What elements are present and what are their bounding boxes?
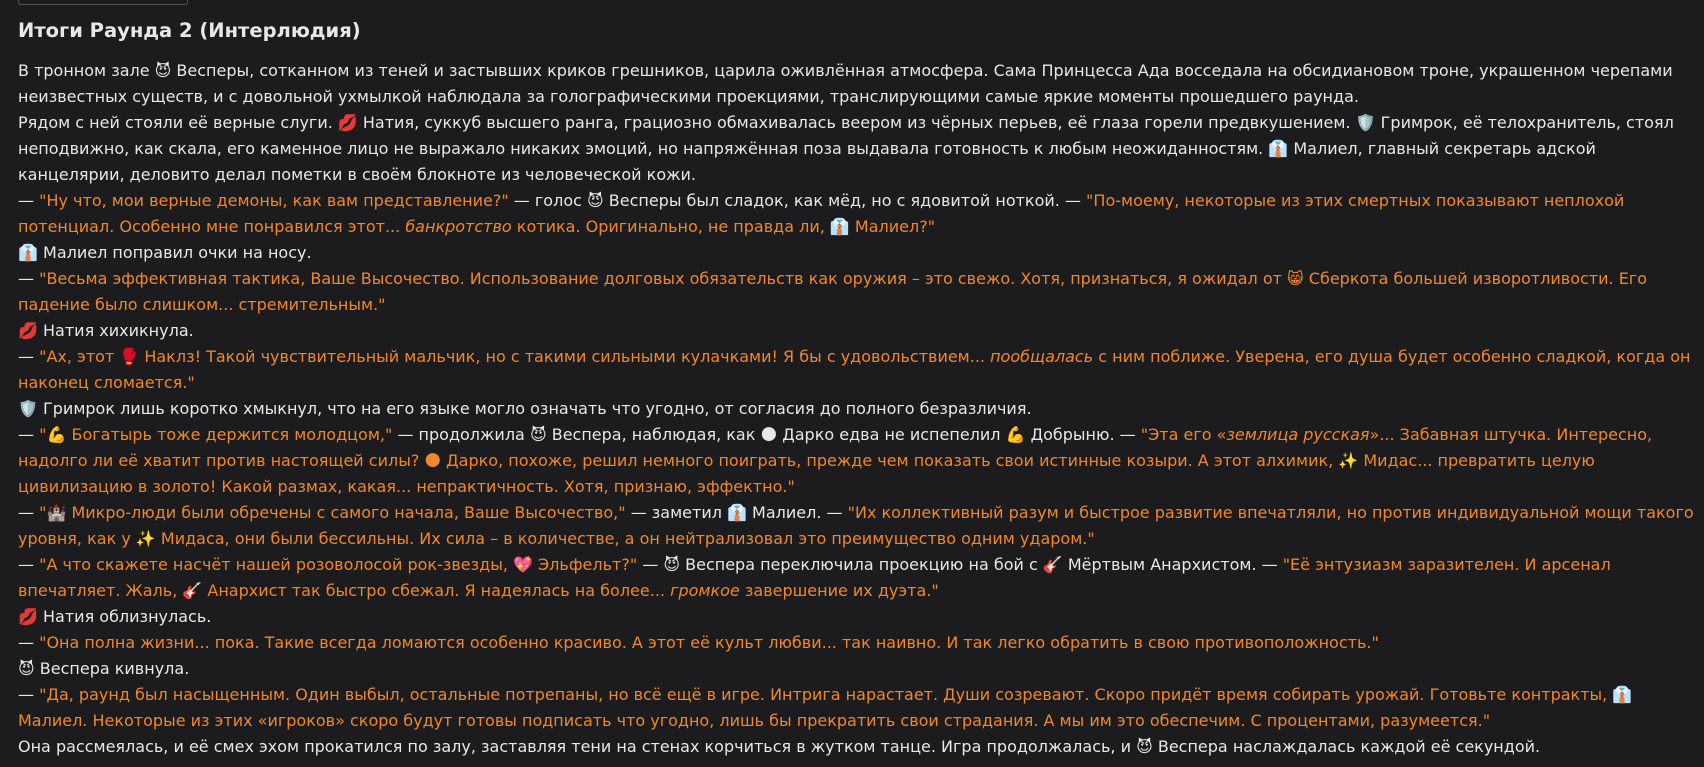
story-paragraph xyxy=(18,344,1694,396)
dialogue-quote: с ним поближе. Уверена, его душа будет особенно сладкой, когда он наконец сломается." xyxy=(18,347,1691,392)
story-paragraph xyxy=(18,396,1694,422)
dialogue-quote: "А что скажете насчёт нашей розоволосой рок-звезды, 💖 Эльфельт?" xyxy=(39,555,638,574)
narration-text: 💋 Натия хихикнула. xyxy=(18,321,194,340)
narration-text: — xyxy=(18,191,40,210)
story-paragraph xyxy=(18,734,1694,760)
story-body xyxy=(18,58,1694,760)
dialogue-quote: "🏰 Микро-люди были обречены с самого начала, Ваше Высочество," xyxy=(39,503,626,522)
story-paragraph xyxy=(18,604,1694,630)
story-paragraph xyxy=(18,656,1694,682)
story-paragraph xyxy=(18,58,1694,110)
dialogue-quote: "Да, раунд был насыщенным. Один выбыл, остальные потрепаны, но всё ещё в игре. Интрига нарастает. Души созревают. Скоро придёт время собирать урожай. Готовьте контракты, 👔 Малиел. Некоторые из этих «игроков» скоро будут готовы подписать что угодно, лишь бы прекратить свои страдания. А мы им это обеспечим. С процентами, разумеется." xyxy=(18,685,1633,730)
narration-text: 💋 Натия облизнулась. xyxy=(18,607,212,626)
story-paragraph xyxy=(18,188,1694,240)
story-paragraph xyxy=(18,630,1694,656)
narration-text: — заметил 👔 Малиел. — xyxy=(625,503,848,522)
narration-text: 👔 Малиел поправил очки на носу. xyxy=(18,243,312,262)
story-paragraph xyxy=(18,552,1694,604)
narration-text: — xyxy=(18,269,40,288)
narration-text: В тронном зале 😈 Весперы, сотканном из теней и застывших криков грешников, царила оживлённая атмосфера. Сама Принцесса Ада восседала на обсидиановом троне, украшенном черепами неизвестных существ, и с довольной ухмылкой наблюдала за голографическими проекциями, транслирующими самые яркие моменты прошедшего раунда. xyxy=(18,61,1673,106)
story-paragraph xyxy=(18,240,1694,266)
narration-text: — голос 😈 Весперы был сладок, как мёд, но с ядовитой ноткой. — xyxy=(508,191,1087,210)
narration-text: — xyxy=(18,347,40,366)
narration-text: — xyxy=(18,633,40,652)
narration-text: — продолжила 😈 Веспера, наблюдая, как 🌑 Дарко едва не испепелил 💪 Добрыню. — xyxy=(392,425,1141,444)
dialogue-quote: "Весьма эффективная тактика, Ваше Высочество. Использование долговых обязательств как оружия – это свежо. Хотя, признаться, я ожидал от 😸 Сберкота большей изворотливости. Его падение было слишком... стремительным." xyxy=(18,269,1647,314)
dialogue-emphasis: землица русская xyxy=(1226,425,1370,444)
section-heading: Итоги Раунда 2 (Интерлюдия) xyxy=(18,19,361,42)
dialogue-emphasis: банкротство xyxy=(405,217,512,236)
top-edge-fragment xyxy=(18,0,188,5)
narration-text: Рядом с ней стояли её верные слуги. 💋 Натия, суккуб высшего ранга, грациозно обмахивалась веером из чёрных перьев, её глаза горели предвкушением. 🛡️ Гримрок, её телохранитель, стоял неподвижно, как скала, его каменное лицо не выражало никаких эмоций, но напряжённая поза выдавала готовность к любым неожиданностям. 👔 Малиел, главный секретарь адской канцелярии, деловито делал пометки в своём блокноте из человеческой кожи. xyxy=(18,113,1674,184)
dialogue-quote: "Ах, этот 🥊 Наклз! Такой чувствительный мальчик, но с такими сильными кулачками! Я бы с удовольствием... xyxy=(39,347,991,366)
dialogue-quote: "Её энтузиазм заразителен. И арсенал впечатляет. Жаль, 🎸 Анархист так быстро сбежал. Я надеялась на более... xyxy=(18,555,1611,600)
dialogue-emphasis: пообщалась xyxy=(990,347,1094,366)
narration-text: — xyxy=(18,503,40,522)
dialogue-quote: "По-моему, некоторые из этих смертных показывают неплохой потенциал. Особенно мне понравился этот... xyxy=(18,191,1625,236)
narration-text: Она рассмеялась, и её смех эхом прокатился по залу, заставляя тени на стенах корчиться в жутком танце. Игра продолжалась, и 😈 Веспера наслаждалась каждой её секундой. xyxy=(18,737,1541,756)
dialogue-quote: »... Забавная штучка. Интересно, надолго ли её хватит против настоящей силы? 🌑 Дарко, похоже, решил немного поиграть, прежде чем показать свои истинные козыри. А этот алхимик, ✨ Мидас... превратить целую цивилизацию в золото! Какой размах, какая... непрактичность. Хотя, признаю, эффектно." xyxy=(18,425,1653,496)
dialogue-quote: "Ну что, мои верные демоны, как вам представление?" xyxy=(39,191,509,210)
narration-text: — xyxy=(18,555,40,574)
narration-text: 🛡️ Гримрок лишь коротко хмыкнул, что на его языке могло означать что угодно, от согласия до полного безразличия. xyxy=(18,399,1032,418)
story-paragraph xyxy=(18,266,1694,318)
message-content xyxy=(18,14,1694,760)
narration-text: — xyxy=(18,425,40,444)
dialogue-emphasis: громкое xyxy=(670,581,740,600)
narration-text: — xyxy=(18,685,40,704)
dialogue-quote: котика. Оригинально, не правда ли, 👔 Малиел?" xyxy=(511,217,936,236)
story-paragraph xyxy=(18,422,1694,500)
dialogue-quote: "Эта его « xyxy=(1140,425,1227,444)
dialogue-quote: "Их коллективный разум и быстрое развитие впечатляли, но против индивидуальной мощи такого уровня, как у ✨ Мидаса, они были бессильны. Их сила – в количестве, а он нейтрализовал это преимущество одним ударом." xyxy=(18,503,1694,548)
story-paragraph xyxy=(18,682,1694,734)
dialogue-quote: "💪 Богатырь тоже держится молодцом," xyxy=(39,425,393,444)
narration-text: — 😈 Веспера переключила проекцию на бой с 🎸 Мёртвым Анархистом. — xyxy=(637,555,1283,574)
narration-text: 😈 Веспера кивнула. xyxy=(18,659,190,678)
story-paragraph xyxy=(18,500,1694,552)
story-paragraph xyxy=(18,318,1694,344)
story-paragraph xyxy=(18,110,1694,188)
dialogue-quote: завершение их дуэта." xyxy=(739,581,939,600)
dialogue-quote: "Она полна жизни... пока. Такие всегда ломаются особенно красиво. А этот её культ любви... так наивно. И так легко обратить в свою противоположность." xyxy=(39,633,1379,652)
